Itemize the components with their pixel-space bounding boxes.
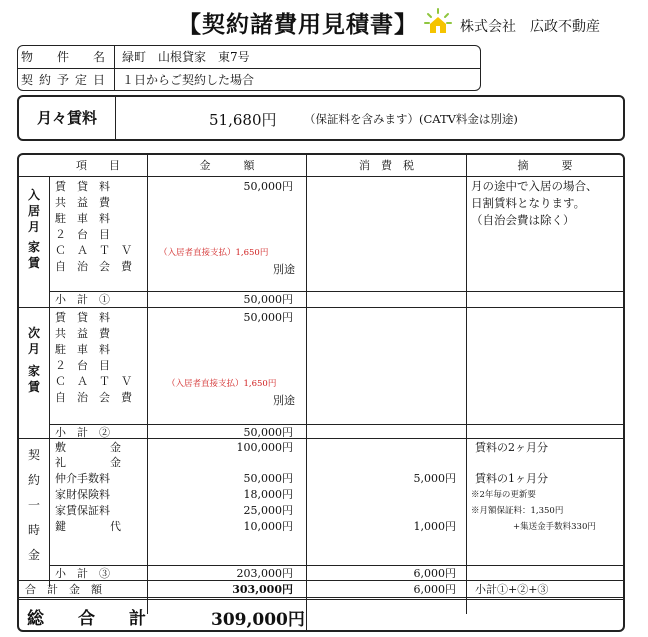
s1-direct-pay: （入居者直接支払）1,650円 <box>159 248 269 258</box>
s3-amount-guarantee: 25,000円 <box>243 504 293 517</box>
grand-total-label: 総 合 計 <box>27 609 146 629</box>
s1-item-second-car: ２ 台 目 <box>55 228 110 241</box>
s3-subtotal-label: 小 計 ③ <box>55 567 110 580</box>
s1-note-line1: 月の途中で入居の場合、 <box>471 179 598 193</box>
monthly-rent-box <box>17 95 625 141</box>
s3-tax-key: 1,000円 <box>413 520 456 533</box>
total-label: 合 計 金 額 <box>25 583 102 596</box>
header-amount: 金 額 <box>199 159 255 172</box>
s2-item-common: 共 益 費 <box>55 327 110 340</box>
s1-subtotal: 50,000円 <box>243 293 293 306</box>
s1-item-parking: 駐 車 料 <box>55 212 110 225</box>
s2-item-second-car: ２ 台 目 <box>55 359 110 372</box>
s2-amount-rent: 50,000円 <box>243 311 293 324</box>
contract-date-row <box>18 69 480 91</box>
total-note: 小計①+②+③ <box>475 583 549 596</box>
cost-table <box>17 153 625 632</box>
s3-item-insurance: 家財保険料 <box>55 488 110 501</box>
monthly-rent-amount: 51,680円 <box>209 111 277 129</box>
property-name-value: 緑町 山根貸家 東7号 <box>122 50 250 64</box>
monthly-rent-note: （保証料を含みます）(CATV料金は別途) <box>304 112 518 126</box>
s3-subtotal: 203,000円 <box>236 567 293 580</box>
s2-item-rent: 賃 貸 料 <box>55 311 110 324</box>
total-amount: 303,000円 <box>232 583 293 596</box>
s1-item-catv: Ｃ Ａ Ｔ Ｖ <box>55 244 132 257</box>
s1-item-common: 共 益 費 <box>55 196 110 209</box>
s1-note-line2: 日割賃料となります。 <box>471 196 586 210</box>
s3-amount-key: 10,000円 <box>243 520 293 533</box>
s3-item-key: 鍵 代 <box>55 520 121 533</box>
s3-amount-brokerage: 50,000円 <box>243 472 293 485</box>
s2-separate: 別途 <box>273 394 295 407</box>
property-info-box <box>17 45 481 91</box>
contract-date-value: １日からご契約した場合 <box>122 73 255 87</box>
s3-subtotal-tax: 6,000円 <box>413 567 456 580</box>
s3-note-deposit: 賃料の2ヶ月分 <box>475 441 548 454</box>
s3-item-guarantee: 家賃保証料 <box>55 504 110 517</box>
s2-subtotal: 50,000円 <box>243 426 293 439</box>
s2-item-parking: 駐 車 料 <box>55 343 110 356</box>
company-name: 株式会社 広政不動産 <box>460 19 600 35</box>
s3-note-brokerage: 賃料の1ヶ月分 <box>475 472 548 485</box>
contract-date-label: 契約予定日 <box>18 69 115 91</box>
s2-subtotal-label: 小 計 ② <box>55 426 110 439</box>
s3-item-deposit: 敷 金 <box>55 441 121 454</box>
s3-note-insurance: ※2年毎の更新要 <box>471 490 536 500</box>
s3-item-brokerage: 仲介手数料 <box>55 472 110 485</box>
total-tax: 6,000円 <box>413 583 456 596</box>
grand-total-amount: 309,000円 <box>211 610 305 630</box>
s2-direct-pay: （入居者直接支払）1,650円 <box>167 379 277 389</box>
section1-name: 入 居 月 家 賃 <box>27 188 40 270</box>
header-tax: 消 費 税 <box>359 159 414 172</box>
s2-item-association: 自 治 会 費 <box>55 391 132 404</box>
s3-amount-insurance: 18,000円 <box>243 488 293 501</box>
s1-item-rent: 賃 貸 料 <box>55 180 110 193</box>
s1-item-association: 自 治 会 費 <box>55 260 132 273</box>
property-name-label: 物 件 名 <box>18 46 115 68</box>
s2-item-catv: Ｃ Ａ Ｔ Ｖ <box>55 375 132 388</box>
s3-note-guarantee: ※月額保証料：1,350円 <box>471 506 564 516</box>
s3-note-fee: +集送金手数料330円 <box>513 522 596 532</box>
s3-amount-deposit: 100,000円 <box>236 441 293 454</box>
section3-name: 契 約 一 時 金 <box>27 448 40 562</box>
s1-amount-rent: 50,000円 <box>243 180 293 193</box>
s1-separate: 別途 <box>273 263 295 276</box>
header-note: 摘 要 <box>517 159 573 172</box>
s1-subtotal-label: 小 計 ① <box>55 293 110 306</box>
house-sun-icon <box>424 8 452 36</box>
s1-note-line3: （自治会費は除く） <box>471 213 575 227</box>
section2-name: 次 月 家 賃 <box>27 326 40 394</box>
property-name-row <box>18 46 480 68</box>
page-title: 【契約諸費用見積書】 <box>178 11 418 38</box>
s3-item-key-money: 礼 金 <box>55 456 121 469</box>
s3-tax-brokerage: 5,000円 <box>413 472 456 485</box>
monthly-rent-label: 月々賃料 <box>19 97 116 139</box>
header-item: 項 目 <box>76 159 120 172</box>
